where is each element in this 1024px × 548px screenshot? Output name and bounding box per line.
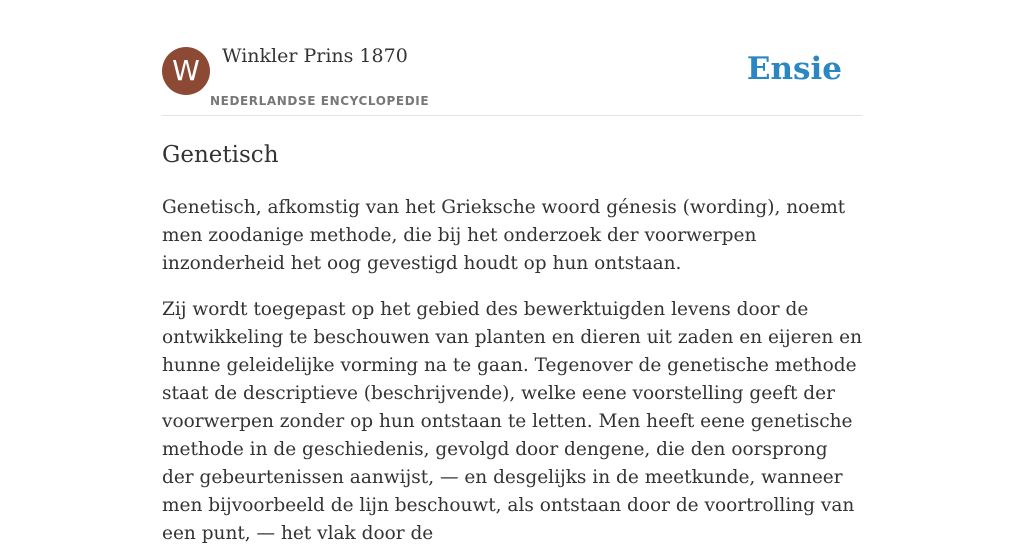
article-title: Genetisch [162, 142, 279, 168]
source-title[interactable]: Winkler Prins 1870 [222, 45, 408, 67]
page-header [162, 0, 862, 116]
article-paragraph-2: Zij wordt toegepast op het gebied des bewerktuigden levens door de ontwikkeling te beschouwen van planten en dieren uit zaden en eijeren en hunne geleidelijke vorming na te gaan. Tegenover de genetische methode staat de descriptieve (beschrijvende), welke eene voorstelling geeft der voorwerpen zonder op hun ontstaan te letten. Men heeft eene genetische methode in de geschiedenis, gevolgd door dengene, die den oorsprong der gebeurtenissen aanwijst, — en desgelijks in de meetkunde, wanneer men bijvoorbeeld de lijn beschouwt, als ontstaan door de voortrolling van een punt, — het vlak door de [162, 299, 862, 544]
article-paragraph-1: Genetisch, afkomstig van het Grieksche woord génesis (wording), noemt men zoodanige methode, die bij het onderzoek der voorwerpen inzonderheid het oog gevestigd houdt op hun ontstaan. [162, 197, 846, 274]
brand-logo-link[interactable]: Ensie [746, 51, 842, 87]
source-subtitle: NEDERLANDSE ENCYCLOPEDIE [210, 94, 430, 108]
source-avatar[interactable]: W [162, 47, 210, 95]
page-container [162, 0, 862, 548]
